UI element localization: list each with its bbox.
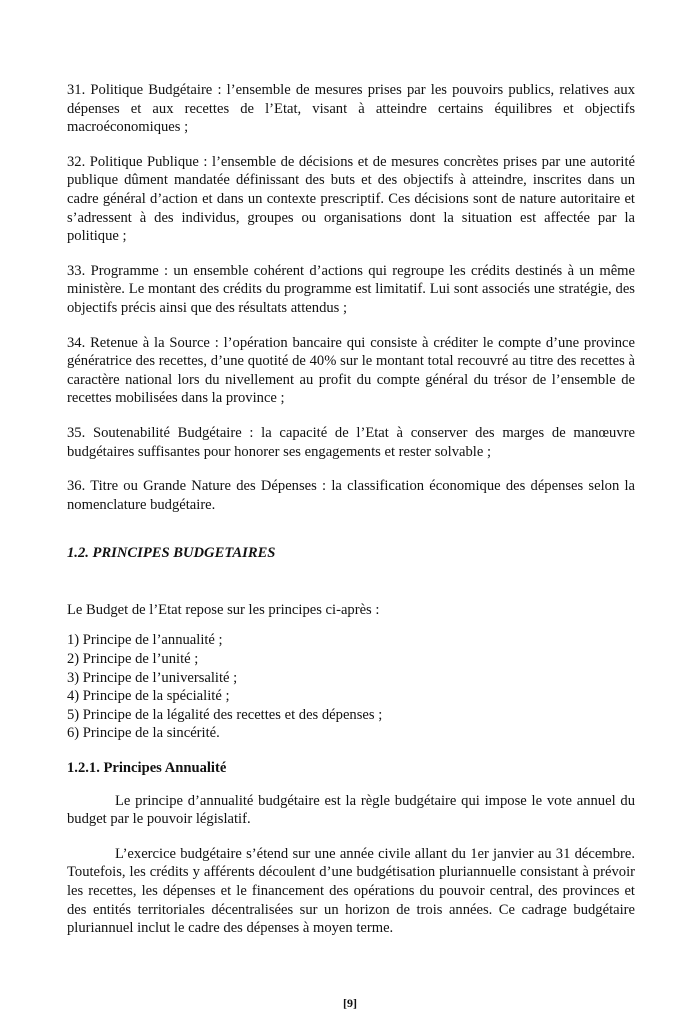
- list-item: 3) Principe de l’universalité ;: [67, 669, 238, 686]
- principles-list: [67, 631, 635, 743]
- page-body: [67, 0, 635, 938]
- list-item: 5) Principe de la légalité des recettes et des dépenses ;: [67, 706, 383, 723]
- list-item: 6) Principe de la sincérité.: [67, 725, 220, 742]
- section-heading: 1.2. PRINCIPES BUDGETAIRES: [67, 545, 276, 562]
- definition-33: 33. Programme : un ensemble cohérent d’actions qui regroupe les crédits destinés à un même ministère. Le montant des crédits du programme est limitatif. Lui sont associés une stratégie, des objectifs précis ainsi que des résultats attendus ;: [67, 262, 635, 316]
- intro-text: Le Budget de l’Etat repose sur les principes ci-après :: [67, 601, 380, 618]
- definition-34: 34. Retenue à la Source : l’opération bancaire qui consiste à créditer le compte d’une province génératrice des recettes, d’une quotité de 40% sur le montant total recouvré au titre des recettes à caractère national lors du nivellement au profit du compte général du trésor de l’ensemble de recettes mobilisées dans la province ;: [67, 334, 635, 407]
- page-number: [9]: [343, 995, 357, 1010]
- definition-31: 31. Politique Budgétaire : l’ensemble de mesures prises par les pouvoirs publics, relatives aux dépenses et aux recettes de l’Etat, visant à atteindre certains équilibres et objectifs macroéconomiques ;: [67, 82, 635, 136]
- list-item: 1) Principe de l’annualité ;: [67, 632, 223, 649]
- paragraph: L’exercice budgétaire s’étend sur une année civile allant du 1er janvier au 31 décembre. Toutefois, les crédits y afférents découlent d’une budgétisation pluriannuelle consistant à prévoir les recettes, les dépenses et le financement des opérations du pouvoir central, des provinces et des entités territoriales décentralisées sur un horizon de trois années. Ce cadrage budgétaire pluriannuel inclut le cadre des dépenses à moyen terme.: [67, 845, 635, 937]
- paragraph: Le principe d’annualité budgétaire est la règle budgétaire qui impose le vote annuel du budget par le pouvoir législatif.: [67, 792, 635, 828]
- definition-36: 36. Titre ou Grande Nature des Dépenses : la classification économique des dépenses selon la nomenclature budgétaire.: [67, 478, 635, 513]
- definition-35: 35. Soutenabilité Budgétaire : la capacité de l’Etat à conserver des marges de manœuvre budgétaires suffisantes pour honorer ses engagements et rester solvable ;: [67, 424, 635, 460]
- subsection-heading: 1.2.1. Principes Annualité: [67, 760, 227, 777]
- list-item: 2) Principe de l’unité ;: [67, 651, 199, 668]
- list-item: 4) Principe de la spécialité ;: [67, 688, 230, 705]
- definition-32: 32. Politique Publique : l’ensemble de décisions et de mesures concrètes prises par une autorité publique dûment mandatée définissant des buts et des objectifs à atteindre, inscrites dans un cadre général d’action et dans un contexte prescriptif. Ces décisions sont de nature autoritaire et s’adressent à des individus, groupes ou organisations dont la situation est affectée par la politique ;: [67, 153, 635, 245]
